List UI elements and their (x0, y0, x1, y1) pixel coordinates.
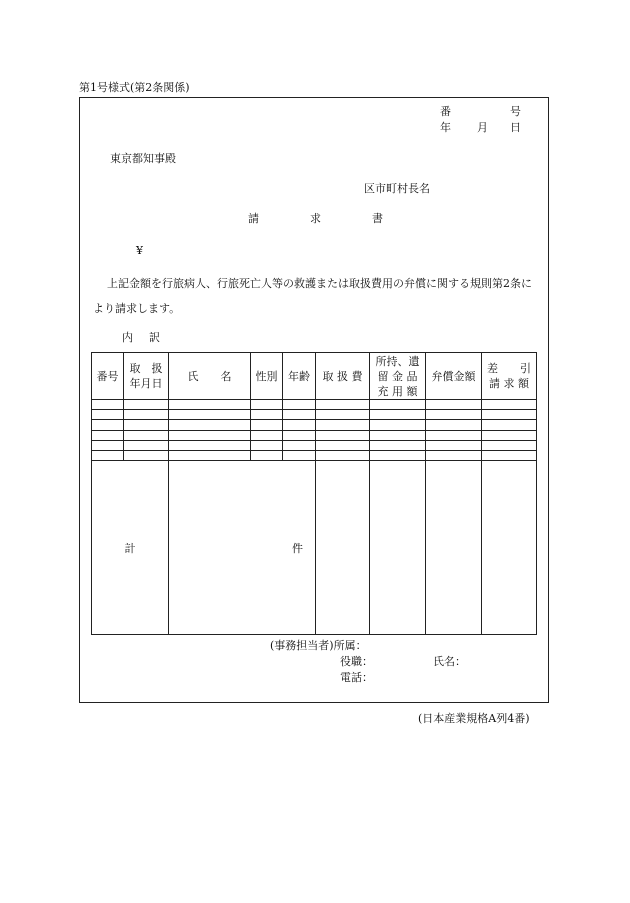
table-row (92, 420, 537, 430)
col-header-age: 年齢 (283, 353, 316, 400)
document-title-char: 求 (310, 212, 321, 225)
col-header-gender: 性別 (251, 353, 283, 400)
total-difference-cell[interactable] (482, 461, 537, 635)
col-header-belongings-line2: 留 金 品 (377, 369, 418, 383)
total-compensation-cell[interactable] (426, 461, 482, 635)
col-header-difference (482, 353, 537, 400)
col-header-handling-cost: 取 扱 費 (316, 353, 370, 400)
col-header-handling-date-line2: 年月日 (129, 377, 163, 390)
table-row (92, 410, 537, 420)
count-label: 件 (292, 541, 303, 555)
breakdown-label: 内訳 (122, 331, 176, 344)
date-month-label: 月 (477, 121, 488, 134)
staff-role-label: 役職： (340, 655, 373, 668)
issuer-label: 区市町村長名 (364, 182, 430, 195)
total-label: 計 (92, 461, 169, 635)
col-header-handling-date (124, 353, 169, 400)
date-day-label: 日 (510, 121, 521, 134)
breakdown-table (91, 352, 537, 635)
table-row (92, 451, 537, 461)
table-row (92, 430, 537, 440)
document-title (248, 213, 383, 224)
col-header-belongings-line1: 所持、遺 (375, 354, 420, 368)
document-title-char: 請 (248, 212, 259, 225)
addressee: 東京都知事殿 (110, 152, 176, 165)
col-header-name: 氏 名 (169, 353, 251, 400)
total-count-cell[interactable] (169, 461, 316, 635)
date-year-label: 年 (440, 121, 451, 134)
table-row (92, 440, 537, 450)
col-header-difference-line2: 請 求 額 (489, 377, 529, 390)
col-header-handling-date-line1: 取 扱 (129, 362, 163, 375)
staff-name-label: 氏名： (433, 655, 466, 668)
table-body (92, 400, 537, 635)
yen-amount-field: ¥ (136, 244, 143, 257)
col-header-compensation: 弁償金額 (426, 353, 482, 400)
table-row (92, 400, 537, 410)
col-header-belongings (370, 353, 426, 400)
table-header-row (92, 353, 537, 400)
staff-department-label: (事務担当者)所属： (270, 639, 367, 652)
form-number-title: 第1号様式(第2条関係) (79, 81, 190, 94)
request-statement: 上記金額を行旅病人、行旅死亡人等の救護または取扱費用の弁償に関する規則第2条により請求します。 (93, 277, 532, 315)
total-handling-cost-cell[interactable] (316, 461, 370, 635)
col-header-number: 番号 (92, 353, 124, 400)
document-number-label: 番 (440, 105, 451, 118)
staff-phone-label: 電話： (340, 671, 373, 684)
total-row (92, 461, 537, 635)
col-header-belongings-line3: 充 用 額 (377, 384, 418, 398)
document-title-char: 書 (372, 212, 383, 225)
col-header-difference-line1: 差 引 (487, 362, 531, 375)
paper-standard-note: (日本産業規格A列4番) (418, 712, 530, 725)
document-number-suffix: 号 (510, 105, 521, 118)
total-belongings-cell[interactable] (370, 461, 426, 635)
